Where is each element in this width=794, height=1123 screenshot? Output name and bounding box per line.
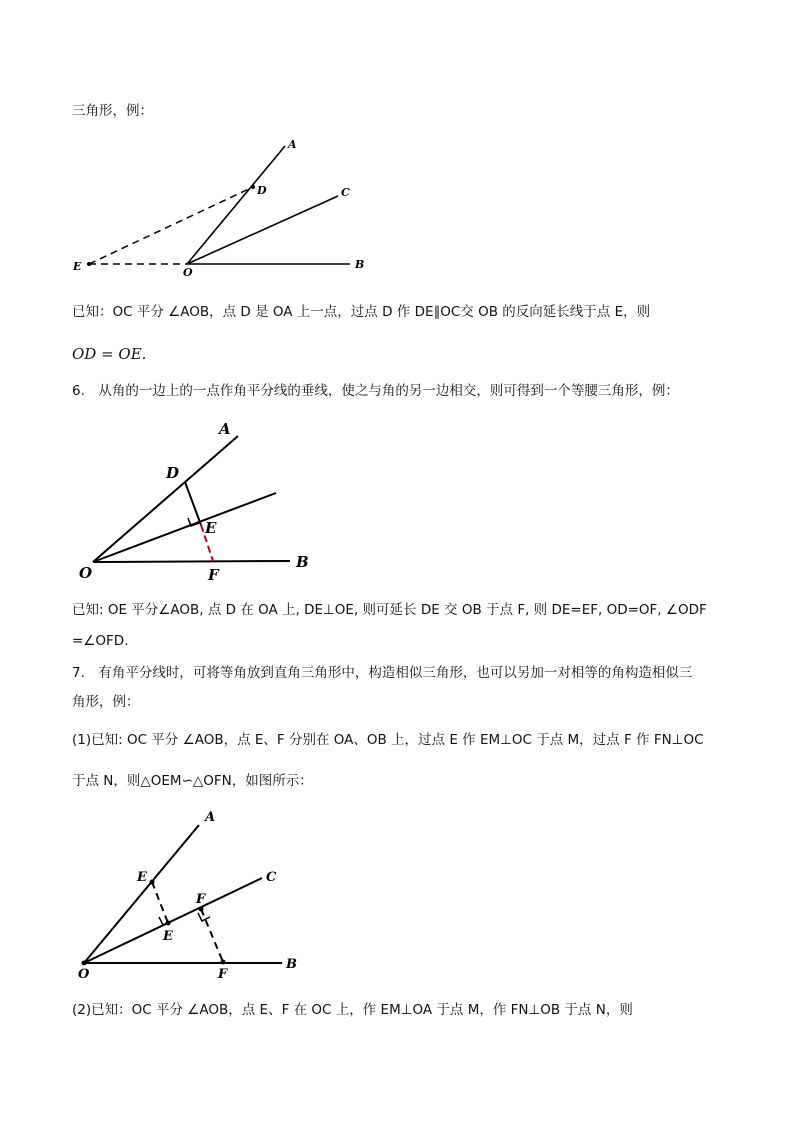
label-f-lower: F [218,967,228,982]
segment-de [185,482,201,525]
item-7-text-line2: 角形，例： [72,694,140,710]
intro-line: 三角形，例： [72,103,153,119]
label-o: O [79,564,93,582]
point-n [199,907,204,912]
given-statement-2: 已知: OE 平分∠AOB, 点 D 在 OA 上, DE⊥OE, 则可延长 DE 交 OB 于点 F, 则 DE=EF, OD=OF, ∠ODF [72,602,707,618]
item-7-text-line1: 7. 有角平分线时，可将等角放到直角三角形中，构造相似三角形，也可以另加一对相等的角构造相似三 [72,665,693,681]
label-b: B [296,553,309,571]
label-c: C [341,186,350,199]
label-e-lower: E [163,929,173,944]
point-e [87,262,91,266]
label-e: E [205,519,217,537]
case-2-given: (2)已知：OC 平分 ∠AOB，点 E、F 在 OC 上，作 EM⊥OA 于点 M，作 FN⊥OB 于点 N，则 [72,1002,633,1018]
ray-ob [93,561,290,562]
point-f [221,960,226,965]
dashed-em [152,882,168,923]
ray-oa [93,436,238,562]
label-e: E [73,260,82,273]
conclusion-1: OD = OE. [72,345,147,363]
bisector-oe [93,493,276,562]
label-d: D [257,184,267,197]
ray-oa [84,825,199,963]
label-a: A [205,810,216,825]
label-f: F [208,566,219,584]
label-d: D [166,464,180,482]
given-statement-1: 已知：OC 平分 ∠AOB，点 D 是 OA 上一点，过点 D 作 DE∥OC交 OB 的反向延长线于点 E，则 [72,304,651,320]
label-o: O [78,967,90,982]
dashed-fn [201,909,223,962]
figure-3 [72,805,312,985]
ray-oa [187,146,285,264]
point-o [82,961,87,966]
ray-oc [84,878,262,963]
label-e-upper: E [137,870,147,885]
label-b: B [355,258,365,271]
case-1-given: (1)已知: OC 平分 ∠AOB，点 E、F 分别在 OA、OB 上，过点 E 作 EM⊥OC 于点 M，过点 F 作 FN⊥OC [72,732,704,748]
conclusion-2: =∠OFD. [72,633,129,649]
label-a: A [288,138,297,151]
figure-2 [74,415,324,587]
case-1-conclusion: 于点 N，则△OEM∽△OFN，如图所示： [72,773,313,789]
point-m [166,921,171,926]
point-e [150,880,155,885]
label-c: C [266,870,277,885]
dashed-ed [89,187,253,264]
label-o: O [183,266,193,279]
item-6-text: 6. 从角的一边上的一点作角平分线的垂线，使之与角的另一边相交，则可得到一个等腰三角形，例： [72,383,679,399]
point-d [251,185,255,189]
figure-1 [68,135,378,285]
label-a: A [219,420,231,438]
ray-oc [187,196,338,264]
label-b: B [286,957,297,972]
label-f-upper: F [196,892,206,907]
